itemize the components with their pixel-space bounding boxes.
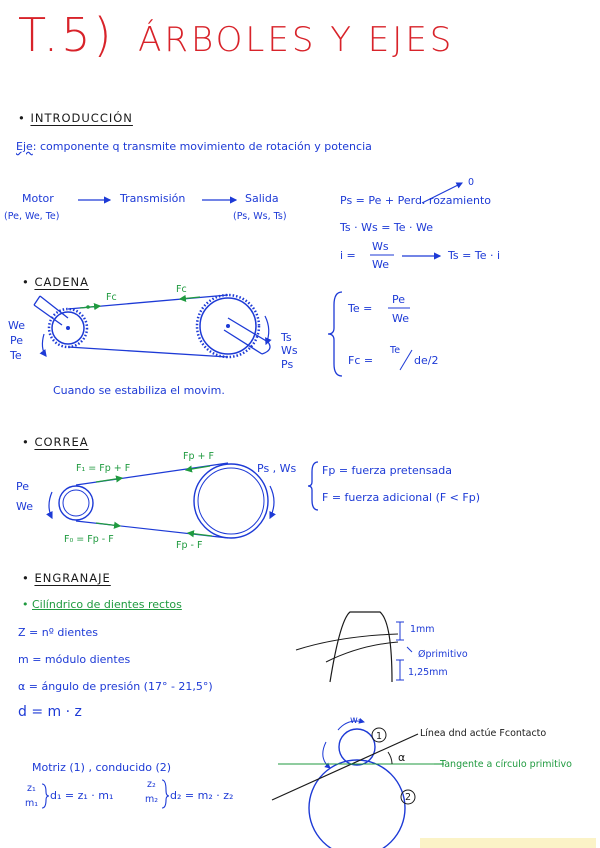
engranaje-heading: • ENGRANAJE: [22, 571, 111, 585]
cadena-te-left: Te =: [348, 302, 373, 315]
linea-contacto: Línea dnd actúe Fcontacto: [420, 728, 547, 739]
gear-mesh-diagram: [272, 721, 444, 848]
cadena-te: Te: [10, 349, 22, 362]
eq-power-zero: 0: [468, 177, 475, 188]
tooth-diagram: [296, 612, 412, 682]
correa-f-text: = fuerza adicional (F < Fp): [331, 491, 480, 504]
cadena-te-den: We: [392, 312, 409, 325]
intro-heading: • INTRODUCCIÓN: [18, 111, 133, 125]
tooth-top: 1mm: [410, 624, 435, 635]
eq-torque: Ts · Ws = Te · We: [340, 221, 434, 234]
motriz-conducido: Motriz (1) , conducido (2): [32, 761, 172, 774]
cadena-note: Cuando se estabiliza el movim.: [53, 384, 225, 397]
correa-f0: F₀ = Fp - F: [64, 534, 114, 545]
eq-ratio-left: i =: [340, 249, 356, 262]
gear-w1: w₁: [350, 715, 362, 726]
correa-fpf-bot: Fp - F: [176, 540, 203, 551]
cadena-te-num: Pe: [392, 293, 406, 306]
gear-m1: m₁: [25, 798, 39, 809]
gear-z1: z₁: [27, 783, 36, 794]
eq-ratio-den: We: [372, 258, 389, 271]
angle-alpha: α: [398, 751, 406, 764]
cadena-fc-den: de/2: [414, 354, 439, 367]
cadena-we: We: [8, 319, 25, 332]
cadena-ps: Ps: [281, 358, 294, 371]
flow-motor: Motor: [22, 192, 54, 205]
gear-d2: d₂ = m₂ · z₂: [170, 789, 234, 802]
title-number: T.5): [18, 8, 115, 62]
gear-m2: m₂: [145, 794, 159, 805]
cadena-heading: • CADENA: [22, 275, 89, 289]
gear-z2: z₂: [147, 779, 156, 790]
engranaje-z: Z = nº dientes: [18, 626, 98, 639]
engranaje-m: m = módulo dientes: [18, 653, 131, 666]
correa-ps-ws: Ps , Ws: [257, 462, 297, 475]
flow-arrows: [78, 183, 462, 256]
eje-text: : componente q transmite movimiento de rotación y potencia: [32, 140, 372, 153]
tangente-label: Tangente a círculo primitivo: [440, 759, 572, 770]
correa-heading: • CORREA: [22, 435, 89, 449]
cadena-ts: Ts: [281, 331, 292, 344]
gear-num-2: 2: [405, 792, 412, 803]
cadena-fc-1: Fc: [106, 292, 117, 303]
engranaje-d: d = m · z: [18, 704, 82, 720]
eje-term: Eje: [16, 140, 33, 153]
correa-f1: F₁ = Fp + F: [76, 463, 131, 474]
cadena-ws: Ws: [281, 344, 298, 357]
eq-power: Ps = Pe + Perd. rozamiento: [340, 194, 491, 207]
flow-transmision: Transmisión: [120, 192, 186, 205]
gear-num-1: 1: [376, 731, 383, 742]
title-text: ÁRBOLES Y EJES: [138, 20, 455, 60]
flow-salida-sub: (Ps, Ws, Ts): [233, 211, 287, 222]
correa-we: We: [16, 500, 33, 513]
chain-diagram: [34, 292, 412, 376]
cadena-fc-left: Fc =: [348, 354, 374, 367]
gear-d1: d₁ = z₁ · m₁: [50, 789, 114, 802]
eq-ratio-right: Ts = Te · i: [448, 249, 501, 262]
tooth-bottom: 1,25mm: [408, 667, 448, 678]
cadena-fc-num: Te: [390, 345, 401, 356]
eq-ratio-num: Ws: [372, 240, 389, 253]
cadena-pe: Pe: [10, 334, 24, 347]
correa-pe: Pe: [16, 480, 30, 493]
flow-motor-sub: (Pe, We, Te): [4, 211, 60, 222]
flow-salida: Salida: [245, 192, 279, 205]
correa-fpf-top: Fp + F: [183, 451, 214, 462]
engranaje-sub: • Cilíndrico de dientes rectos: [22, 598, 182, 611]
cadena-fc-2: Fc: [176, 284, 187, 295]
correa-f-term: F: [322, 491, 329, 504]
engranaje-alpha: α = ángulo de presión (17° - 21,5°): [18, 680, 213, 693]
correa-fp-text: = fuerza pretensada: [338, 464, 452, 477]
belt-diagram: [49, 462, 318, 538]
gear-brackets: [42, 780, 169, 808]
tooth-primitivo: Øprimitivo: [418, 649, 468, 660]
correa-fp-term: Fp: [322, 464, 336, 477]
